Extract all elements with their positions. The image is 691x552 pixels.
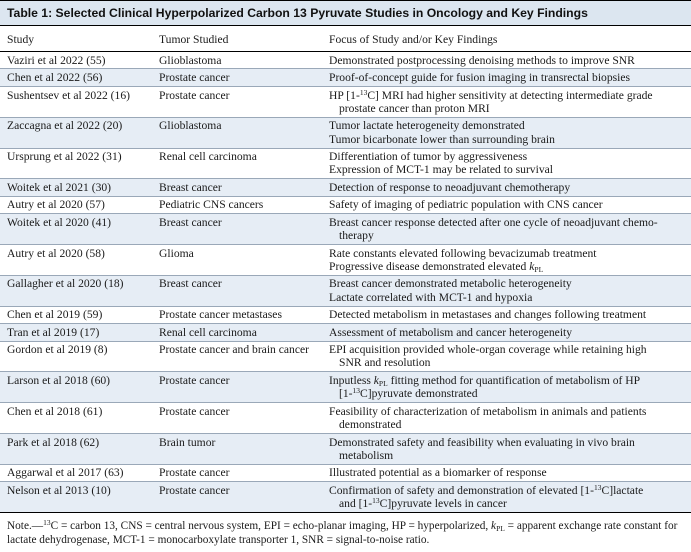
studies-table (0, 26, 691, 513)
finding-cell: HP [1-$^{13}$C] MRI had higher sensitivity at detecting intermediate grade prostate cancer than proton MRI (327, 86, 691, 117)
study-cell: Chen et al 2018 (61) (0, 403, 152, 434)
study-cell: Gallagher et al 2020 (18) (0, 275, 152, 306)
tumor-cell: Breast cancer (152, 179, 327, 196)
header-focus: Focus of Study and/or Key Findings (327, 26, 691, 52)
finding-cell: Differentiation of tumor by aggressiveness Expression of MCT-1 may be related to survival (327, 148, 691, 179)
finding-cell: Proof-of-concept guide for fusion imaging in transrectal biopsies (327, 69, 691, 86)
tumor-cell: Prostate cancer (152, 482, 327, 513)
header-study: Study (0, 26, 152, 52)
finding-cell: Breast cancer response detected after one cycle of neoadjuvant chemo- therapy (327, 214, 691, 245)
study-cell: Autry et al 2020 (58) (0, 245, 152, 276)
tumor-cell: Prostate cancer (152, 464, 327, 481)
tumor-cell: Glioblastoma (159, 53, 222, 67)
finding-cell: Demonstrated postprocessing denoising methods to improve SNR (329, 53, 635, 67)
study-cell: Zaccagna et al 2022 (20) (0, 117, 152, 148)
study-cell: Park et al 2018 (62) (0, 433, 152, 464)
table-row (0, 306, 691, 323)
table-title-bar (0, 0, 691, 26)
study-cell: Ursprung et al 2022 (31) (0, 148, 152, 179)
table-row (0, 196, 691, 213)
table-row (0, 433, 691, 464)
table-row (0, 403, 691, 434)
table-row (0, 69, 691, 86)
tumor-cell: Prostate cancer (152, 86, 327, 117)
table-row (0, 245, 691, 276)
tumor-cell: Prostate cancer (152, 372, 327, 403)
finding-cell: EPI acquisition provided whole-organ coverage while retaining high SNR and resolution (327, 341, 691, 372)
header-row (0, 26, 691, 52)
study-cell: Gordon et al 2019 (8) (0, 341, 152, 372)
tumor-cell: Prostate cancer metastases (152, 306, 327, 323)
finding-cell: Rate constants elevated following bevacizumab treatment Progressive disease demonstrated elevated $k_{PL}$ (327, 245, 691, 276)
study-cell: Larson et al 2018 (60) (0, 372, 152, 403)
study-cell: Chen et al 2022 (56) (0, 69, 152, 86)
finding-cell: Feasibility of characterization of metabolism in animals and patients demonstrated (327, 403, 691, 434)
table-row (0, 86, 691, 117)
finding-cell: Demonstrated safety and feasibility when evaluating in vivo brain metabolism (327, 433, 691, 464)
study-cell: Autry et al 2020 (57) (0, 196, 152, 213)
header-tumor: Tumor Studied (152, 26, 327, 52)
finding-cell: Breast cancer demonstrated metabolic heterogeneity Lactate correlated with MCT-1 and hypoxia (327, 275, 691, 306)
finding-cell: Detected metabolism in metastases and changes following treatment (327, 306, 691, 323)
study-cell: Tran et al 2019 (17) (0, 324, 152, 341)
tumor-cell: Prostate cancer (152, 69, 327, 86)
table-row (0, 275, 691, 306)
finding-cell: Assessment of metabolism and cancer heterogeneity (327, 324, 691, 341)
study-cell: Woitek et al 2020 (41) (0, 214, 152, 245)
table-row (0, 52, 691, 69)
tumor-cell: Breast cancer (152, 214, 327, 245)
tumor-cell: Pediatric CNS cancers (152, 196, 327, 213)
table-row (0, 464, 691, 481)
table-row (0, 179, 691, 196)
tumor-cell: Brain tumor (152, 433, 327, 464)
tumor-cell: Prostate cancer and brain cancer (152, 341, 327, 372)
finding-cell: Illustrated potential as a biomarker of response (327, 464, 691, 481)
study-cell: Woitek et al 2021 (30) (0, 179, 152, 196)
study-cell: Aggarwal et al 2017 (63) (0, 464, 152, 481)
finding-cell: Confirmation of safety and demonstration of elevated [1-$^{13}$C]lactate and [1-$^{13}$C]pyruvate levels in cancer (327, 482, 691, 513)
table-row (0, 214, 691, 245)
table-row (0, 324, 691, 341)
tumor-cell: Renal cell carcinoma (152, 324, 327, 341)
table-footnote: Note.—$^{13}$C = carbon 13, CNS = central nervous system, EPI = echo-planar imaging, HP = hyperpolarized, $k_{PL}$ = apparent exchange rate constant for lactate dehydrogenase, MCT-1 = monocarboxylate transporter 1, SNR = signal-to-noise ratio. (7, 517, 678, 546)
study-cell: Vaziri et al 2022 (55) (7, 53, 106, 67)
tumor-cell: Glioma (152, 245, 327, 276)
finding-cell: Safety of imaging of pediatric population with CNS cancer (327, 196, 691, 213)
tumor-cell: Prostate cancer (152, 403, 327, 434)
table-title: Table 1: Selected Clinical Hyperpolarized Carbon 13 Pyruvate Studies in Oncology and Key Findings (7, 6, 588, 20)
study-cell: Sushentsev et al 2022 (16) (0, 86, 152, 117)
table-row (0, 148, 691, 179)
table-row (0, 372, 691, 403)
tumor-cell: Breast cancer (152, 275, 327, 306)
finding-cell: Detection of response to neoadjuvant chemotherapy (327, 179, 691, 196)
study-cell: Nelson et al 2013 (10) (0, 482, 152, 513)
table-row (0, 117, 691, 148)
finding-cell: Inputless $k_{PL}$ fitting method for quantification of metabolism of HP [1-$^{13}$C]pyruvate demonstrated (327, 372, 691, 403)
study-cell: Chen et al 2019 (59) (0, 306, 152, 323)
tumor-cell: Renal cell carcinoma (152, 148, 327, 179)
table-row (0, 482, 691, 513)
finding-cell: Tumor lactate heterogeneity demonstrated Tumor bicarbonate lower than surrounding brain (327, 117, 691, 148)
table-row (0, 341, 691, 372)
tumor-cell: Glioblastoma (152, 117, 327, 148)
